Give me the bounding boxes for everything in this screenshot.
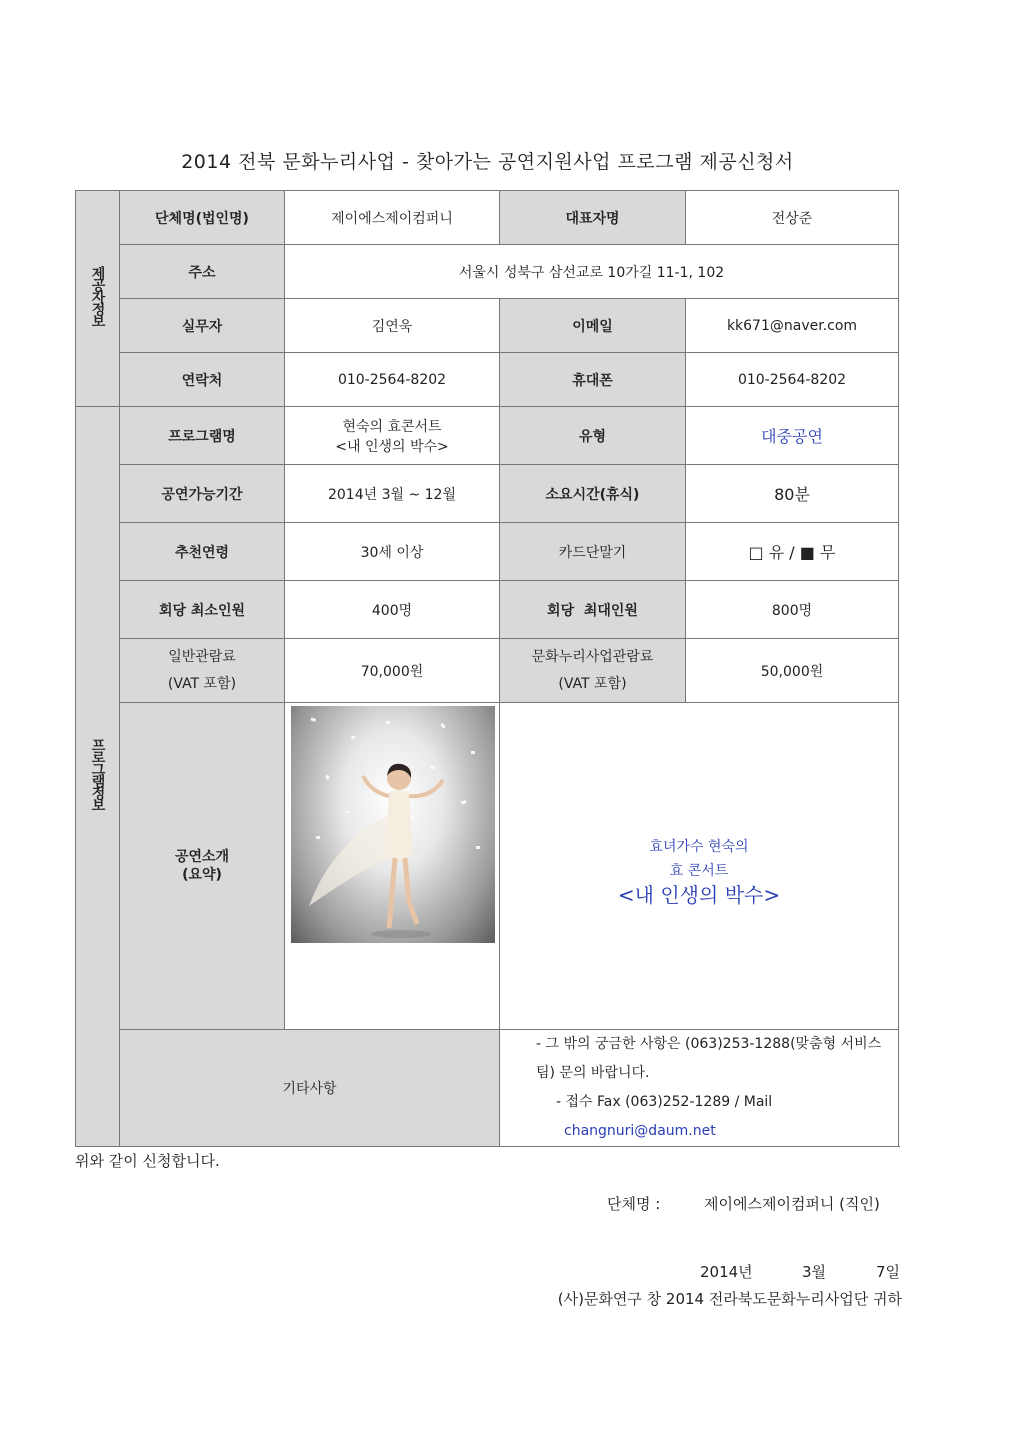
intro-label: [120, 703, 285, 1030]
contact-label: 연락처: [120, 353, 285, 407]
period-label: 공연가능기간: [120, 465, 285, 523]
program-name-value: [285, 407, 500, 465]
row-address: [76, 245, 899, 299]
fee-label-line1: 일반관람료: [168, 648, 236, 665]
staff-value: 김연욱: [285, 299, 500, 353]
footer-month: 3월: [802, 1263, 827, 1281]
statement: 위와 같이 신청합니다.: [75, 1152, 220, 1170]
row-intro: [76, 703, 899, 1030]
program-name-line1: 현숙의 효콘서트: [342, 418, 442, 435]
etc-line1: - 그 밖의 궁금한 사항은 (063)253-1288(맞춤형 서비스팀) 문의 바랍니다.: [536, 1036, 882, 1081]
rep-label: 대표자명: [500, 191, 686, 245]
contact-value: 010-2564-8202: [285, 353, 500, 407]
performer-illustration: [291, 706, 495, 943]
row-org: [76, 191, 899, 245]
etc-content: [500, 1030, 899, 1147]
etc-line2: - 접수 Fax (063)252-1289 / Mail: [556, 1094, 773, 1110]
intro-line3: <내 인생의 박수>: [617, 883, 781, 907]
mobile-value: 010-2564-8202: [686, 353, 899, 407]
addr-value: 서울시 성북구 삼선교로 10가길 11-1, 102: [285, 245, 899, 299]
intro-line1: 효녀가수 현숙의: [649, 839, 749, 855]
type-label: 유형: [500, 407, 686, 465]
nuri-fee-label-line2: (VAT 포함): [558, 675, 627, 692]
period-value: 2014년 3월 ~ 12월: [285, 465, 500, 523]
org-value: 제이에스제이컴퍼니: [285, 191, 500, 245]
page-title: 2014 전북 문화누리사업 - 찾아가는 공연지원사업 프로그램 제공신청서: [181, 151, 794, 173]
nuri-fee-label-line1: 문화누리사업관람료: [531, 648, 654, 665]
section-provider-label: 제공자정보: [89, 266, 106, 326]
footer-recipient: (사)문화연구 창 2014 전라북도문화누리사업단 귀하: [557, 1290, 902, 1308]
age-label: 추천연령: [120, 523, 285, 581]
row-fee: [76, 639, 899, 703]
fee-label: [120, 639, 285, 703]
row-program-name: [76, 407, 899, 465]
addr-label: 주소: [120, 245, 285, 299]
row-capacity: [76, 581, 899, 639]
intro-label-line2: (요약): [182, 867, 222, 883]
intro-label-line1: 공연소개: [174, 849, 230, 865]
org-label: 단체명(법인명): [120, 191, 285, 245]
performer-photo: [291, 706, 495, 943]
footer-org-value: 제이에스제이컴퍼니 (직인): [704, 1195, 880, 1213]
type-value: 대중공연: [686, 407, 899, 465]
max-value: 800명: [686, 581, 899, 639]
card-value: □ 유 / ■ 무: [686, 523, 899, 581]
fee-value: 70,000원: [285, 639, 500, 703]
footer-org-label: 단체명 :: [607, 1195, 661, 1213]
email-label: 이메일: [500, 299, 686, 353]
age-value: 30세 이상: [285, 523, 500, 581]
nuri-fee-value: 50,000원: [686, 639, 899, 703]
row-staff: [76, 299, 899, 353]
duration-label: 소요시간(휴식): [500, 465, 686, 523]
email-value: kk671@naver.com: [686, 299, 899, 353]
intro-text-cell: [500, 703, 899, 1030]
etc-mail-link[interactable]: changnuri@daum.net: [564, 1123, 716, 1139]
duration-value: 80분: [686, 465, 899, 523]
section-provider: [76, 191, 120, 407]
row-etc: [76, 1030, 899, 1147]
section-program-label: 프로그램정보: [89, 738, 106, 810]
footer-day: 7일: [876, 1263, 901, 1281]
fee-label-line2: (VAT 포함): [167, 675, 237, 692]
application-form-table: [75, 190, 899, 1147]
max-label: 회당 최대인원: [500, 581, 686, 639]
row-contact: [76, 353, 899, 407]
nuri-fee-label: [500, 639, 686, 703]
etc-label: 기타사항: [120, 1030, 500, 1147]
staff-label: 실무자: [120, 299, 285, 353]
mobile-label: 휴대폰: [500, 353, 686, 407]
etc-line2-wrap: [536, 1088, 898, 1146]
rep-value: 전상준: [686, 191, 899, 245]
min-value: 400명: [285, 581, 500, 639]
row-period: [76, 465, 899, 523]
card-label: 카드단말기: [500, 523, 686, 581]
footer-year: 2014년: [700, 1263, 753, 1281]
program-name-line2: <내 인생의 박수>: [335, 438, 449, 455]
min-label: 회당 최소인원: [120, 581, 285, 639]
row-age: [76, 523, 899, 581]
intro-line2: 효 콘서트: [669, 863, 729, 879]
program-name-label: 프로그램명: [120, 407, 285, 465]
section-program: [76, 407, 120, 1147]
intro-photo-cell: [285, 703, 500, 1030]
